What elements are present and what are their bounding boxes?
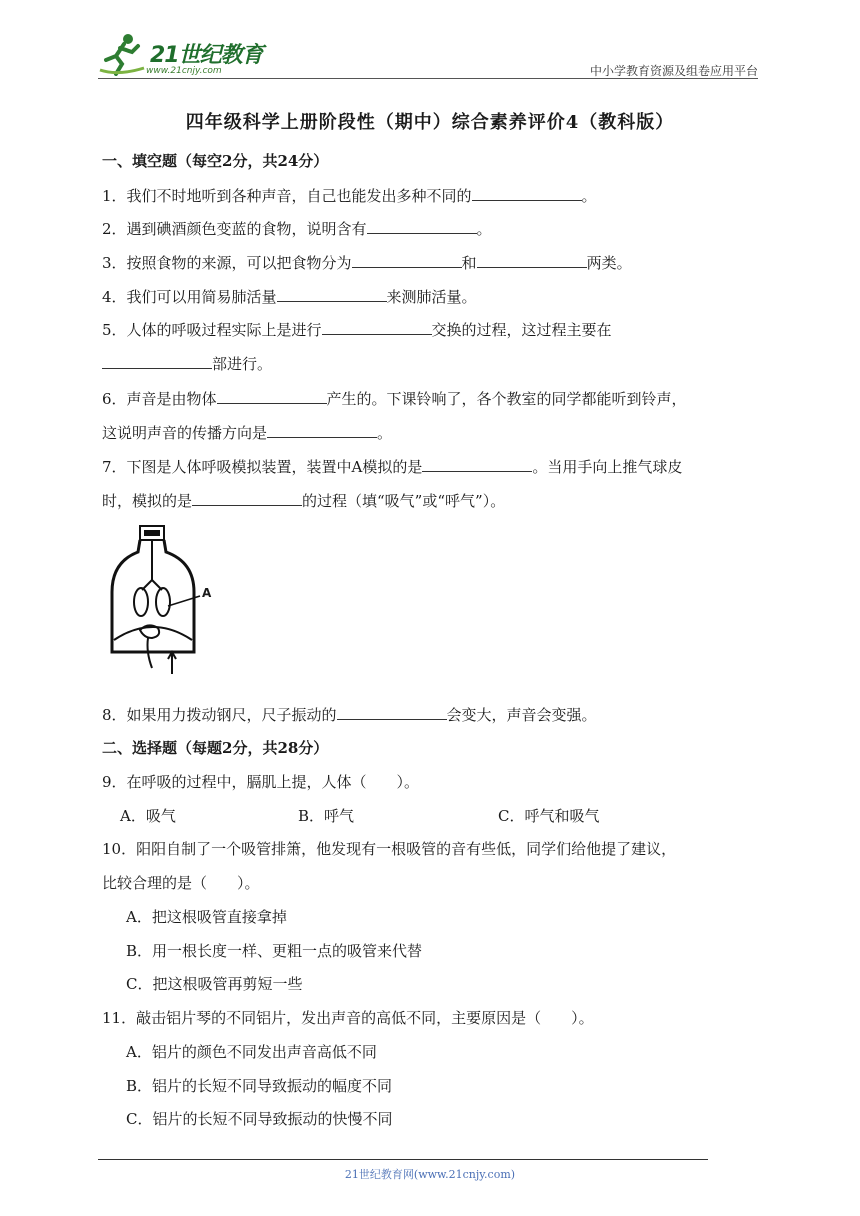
answer-blank[interactable] [472, 186, 582, 201]
answer-blank[interactable] [192, 491, 302, 506]
question-2: 2．遇到碘酒颜色变蓝的食物，说明含有 。 [102, 220, 492, 238]
option-c[interactable]: C．铝片的长短不同导致振动的快慢不同 [126, 1110, 393, 1128]
runner-logo-icon [98, 30, 148, 76]
logo-url: www.21cnjy.com [146, 66, 222, 76]
header-divider [98, 78, 758, 79]
question-11: 11．敲击铝片琴的不同铝片，发出声音的高低不同，主要原因是（ ）。 [102, 1009, 594, 1027]
breathing-model-figure [108, 522, 228, 682]
answer-blank[interactable] [217, 389, 327, 404]
question-10: 10．阳阳自制了一个吸管排箫，他发现有一根吸管的音有些低，同学们给他提了建议， [102, 840, 677, 858]
logo-text: 21世纪教育 [150, 43, 263, 68]
question-8: 8．如果用力拨动钢尺，尺子振动的 会变大，声音会变强。 [102, 706, 597, 724]
question-1: 1．我们不时地听到各种声音，自己也能发出多种不同的 。 [102, 187, 597, 205]
question-6-cont: 这说明声音的传播方向是 。 [102, 424, 393, 442]
section-heading: 一、填空题（每空2分，共24分） [102, 152, 329, 170]
option-b[interactable]: B．铝片的长短不同导致振动的幅度不同 [126, 1077, 393, 1095]
option-a[interactable]: A．把这根吸管直接拿掉 [126, 908, 287, 926]
footer-text: 21世纪教育网(www.21cnjy.com) [344, 1168, 516, 1181]
option-a[interactable]: A．吸气 [120, 807, 176, 825]
page-header [98, 30, 758, 80]
question-3: 3．按照食物的来源，可以把食物分为 和 两类。 [102, 254, 632, 272]
question-4: 4．我们可以用简易肺活量 来测肺活量。 [102, 288, 477, 306]
section-heading: 二、选择题（每题2分，共28分） [102, 739, 329, 757]
option-b[interactable]: B．用一根长度一样、更粗一点的吸管来代替 [126, 942, 423, 960]
question-9: 9．在呼吸的过程中，膈肌上提，人体（ ）。 [102, 773, 420, 791]
answer-blank[interactable] [367, 219, 477, 234]
footer-divider [98, 1159, 708, 1160]
option-b[interactable]: B．呼气 [298, 807, 355, 825]
question-7-cont: 时，模拟的是 的过程（填“吸气”或“呼气”）。 [102, 492, 506, 510]
answer-blank[interactable] [267, 423, 377, 438]
question-5: 5．人体的呼吸过程实际上是进行 交换的过程，这过程主要在 [102, 321, 612, 339]
question-10-cont: 比较合理的是（ ）。 [102, 874, 260, 892]
site-logo [98, 30, 268, 76]
question-7: 7．下图是人体呼吸模拟装置，装置中A模拟的是 。当用手向上推气球皮 [102, 458, 683, 476]
bell-jar-diagram [108, 522, 228, 682]
option-a[interactable]: A．铝片的颜色不同发出声音高低不同 [126, 1043, 377, 1061]
question-5-cont: 部进行。 [102, 353, 272, 374]
page-title: 四年级科学上册阶段性（期中）综合素养评价4（教科版） [185, 112, 675, 133]
figure-label-a: A [202, 586, 212, 600]
answer-blank[interactable] [352, 253, 462, 268]
answer-blank[interactable] [337, 705, 447, 720]
option-c[interactable]: C．把这根吸管再剪短一些 [126, 975, 303, 993]
answer-blank[interactable] [422, 457, 532, 472]
answer-blank[interactable] [277, 287, 387, 302]
platform-name: 中小学教育资源及组卷应用平台 [589, 64, 758, 78]
answer-blank[interactable] [322, 320, 432, 335]
option-c[interactable]: C．呼气和吸气 [498, 807, 600, 825]
question-6: 6．声音是由物体 产生的。下课铃响了，各个教室的同学都能听到铃声， [102, 390, 687, 408]
answer-blank[interactable] [477, 253, 587, 268]
answer-blank[interactable] [102, 354, 212, 369]
